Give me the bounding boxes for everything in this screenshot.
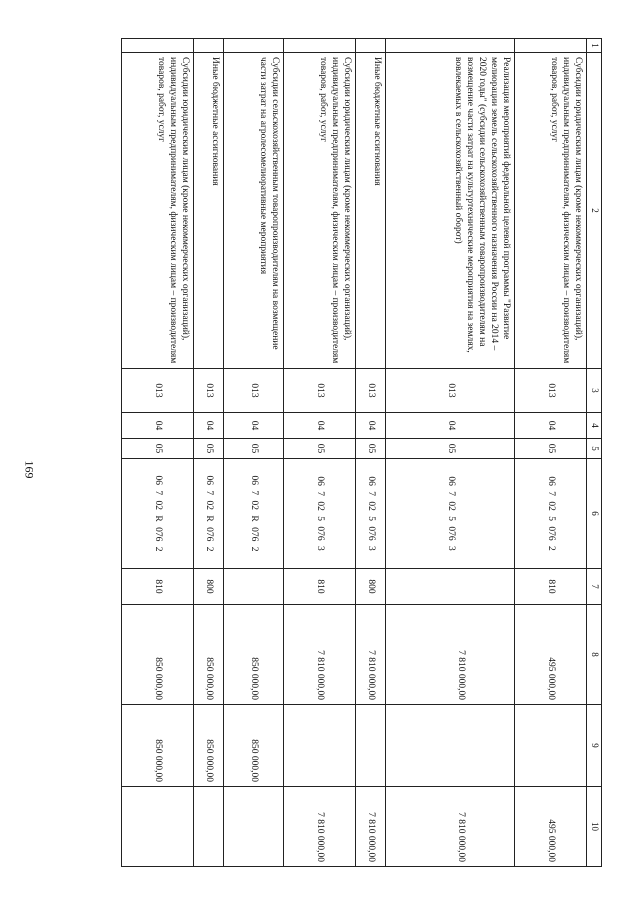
col-header-7: 7 bbox=[587, 569, 602, 605]
cell-amount-8: 850 000,00 bbox=[224, 605, 284, 705]
cell-target-code: 06 7 02 5 076 2 bbox=[515, 459, 587, 569]
cell-expense-type: 810 bbox=[284, 569, 356, 605]
table-row bbox=[122, 39, 194, 867]
cell-expense-type: 810 bbox=[515, 569, 587, 605]
cell-amount-9: 850 000,00 bbox=[224, 705, 284, 787]
cell-target-code: 06 7 02 R 076 2 bbox=[224, 459, 284, 569]
cell-ministry: 013 bbox=[284, 369, 356, 413]
cell-c1 bbox=[194, 39, 224, 53]
cell-target-code: 06 7 02 5 076 3 bbox=[284, 459, 356, 569]
cell-amount-10: 7 810 000,00 bbox=[356, 787, 386, 867]
col-header-1: 1 bbox=[587, 39, 602, 53]
col-header-2: 2 bbox=[587, 53, 602, 369]
col-header-6: 6 bbox=[587, 459, 602, 569]
cell-expense-type bbox=[224, 569, 284, 605]
cell-ministry: 013 bbox=[122, 369, 194, 413]
cell-name: Иные бюджетные ассигнования bbox=[356, 53, 386, 369]
cell-c1 bbox=[122, 39, 194, 53]
cell-c1 bbox=[356, 39, 386, 53]
col-header-3: 3 bbox=[587, 369, 602, 413]
cell-ministry: 013 bbox=[386, 369, 515, 413]
table-row bbox=[224, 39, 284, 867]
cell-amount-10 bbox=[224, 787, 284, 867]
cell-amount-9 bbox=[284, 705, 356, 787]
cell-subsection: 05 bbox=[356, 439, 386, 459]
cell-amount-10: 7 810 000,00 bbox=[386, 787, 515, 867]
cell-section: 04 bbox=[224, 413, 284, 439]
cell-amount-8: 7 810 000,00 bbox=[386, 605, 515, 705]
cell-amount-8: 7 810 000,00 bbox=[284, 605, 356, 705]
col-header-9: 9 bbox=[587, 705, 602, 787]
cell-target-code: 06 7 02 R 076 2 bbox=[194, 459, 224, 569]
col-header-10: 10 bbox=[587, 787, 602, 867]
cell-c1 bbox=[284, 39, 356, 53]
cell-ministry: 013 bbox=[356, 369, 386, 413]
cell-name: Субсидии юридическим лицам (кроме некоммерческих организаций), индивидуальным предпринимателям, физическим лицам – производителям товаров, работ, услуг bbox=[515, 53, 587, 369]
cell-ministry: 013 bbox=[194, 369, 224, 413]
cell-amount-9 bbox=[515, 705, 587, 787]
cell-subsection: 05 bbox=[224, 439, 284, 459]
cell-c1 bbox=[515, 39, 587, 53]
cell-section: 04 bbox=[515, 413, 587, 439]
header-row bbox=[587, 39, 602, 867]
col-header-5: 5 bbox=[587, 439, 602, 459]
cell-name: Субсидии юридическим лицам (кроме некоммерческих организаций), индивидуальным предпринимателям, физическим лицам – производителям товаров, работ, услуг bbox=[284, 53, 356, 369]
cell-name: Иные бюджетные ассигнования bbox=[194, 53, 224, 369]
cell-ministry: 013 bbox=[515, 369, 587, 413]
cell-target-code: 06 7 02 5 076 3 bbox=[386, 459, 515, 569]
cell-section: 04 bbox=[386, 413, 515, 439]
col-header-4: 4 bbox=[587, 413, 602, 439]
cell-expense-type bbox=[386, 569, 515, 605]
cell-expense-type: 810 bbox=[122, 569, 194, 605]
cell-section: 04 bbox=[122, 413, 194, 439]
cell-section: 04 bbox=[194, 413, 224, 439]
cell-amount-9 bbox=[356, 705, 386, 787]
cell-subsection: 05 bbox=[284, 439, 356, 459]
page-number: 169 bbox=[22, 460, 37, 479]
cell-amount-8: 7 810 000,00 bbox=[356, 605, 386, 705]
cell-c1 bbox=[224, 39, 284, 53]
cell-amount-8: 495 000,00 bbox=[515, 605, 587, 705]
cell-ministry: 013 bbox=[224, 369, 284, 413]
rotated-table-container bbox=[0, 38, 602, 866]
cell-amount-10: 495 000,00 bbox=[515, 787, 587, 867]
cell-amount-9: 850 000,00 bbox=[194, 705, 224, 787]
table-row bbox=[386, 39, 515, 867]
cell-subsection: 05 bbox=[122, 439, 194, 459]
cell-amount-10 bbox=[122, 787, 194, 867]
cell-amount-9 bbox=[386, 705, 515, 787]
cell-amount-10: 7 810 000,00 bbox=[284, 787, 356, 867]
cell-subsection: 05 bbox=[386, 439, 515, 459]
cell-amount-8: 850 000,00 bbox=[194, 605, 224, 705]
cell-name: Субсидии сельскохозяйственным товаропроизводителям на возмещение части затрат на агролесомелиоративные мероприятия bbox=[224, 53, 284, 369]
budget-table bbox=[121, 38, 602, 867]
table-row bbox=[356, 39, 386, 867]
cell-target-code: 06 7 02 5 076 3 bbox=[356, 459, 386, 569]
cell-name: Субсидии юридическим лицам (кроме некоммерческих организаций), индивидуальным предпринимателям, физическим лицам – производителям товаров, работ, услуг bbox=[122, 53, 194, 369]
cell-subsection: 05 bbox=[194, 439, 224, 459]
col-header-8: 8 bbox=[587, 605, 602, 705]
cell-section: 04 bbox=[356, 413, 386, 439]
cell-amount-8: 850 000,00 bbox=[122, 605, 194, 705]
cell-subsection: 05 bbox=[515, 439, 587, 459]
cell-amount-9: 850 000,00 bbox=[122, 705, 194, 787]
cell-section: 04 bbox=[284, 413, 356, 439]
cell-expense-type: 800 bbox=[194, 569, 224, 605]
cell-target-code: 06 7 02 R 076 2 bbox=[122, 459, 194, 569]
cell-c1 bbox=[386, 39, 515, 53]
cell-expense-type: 800 bbox=[356, 569, 386, 605]
table-row bbox=[194, 39, 224, 867]
table-row bbox=[515, 39, 587, 867]
cell-name: Реализация мероприятий федеральной целевой программы "Развитие мелиорации земель сельскохозяйственного назначения России на 2014 – 2020 годы" (субсидии сельскохозяйственным товаропроизводителям на возмещение части затрат на культуртехнические мероприятия на землях, вовлекаемых в сельскохозяйственный оборот) bbox=[386, 53, 515, 369]
table-row bbox=[284, 39, 356, 867]
cell-amount-10 bbox=[194, 787, 224, 867]
